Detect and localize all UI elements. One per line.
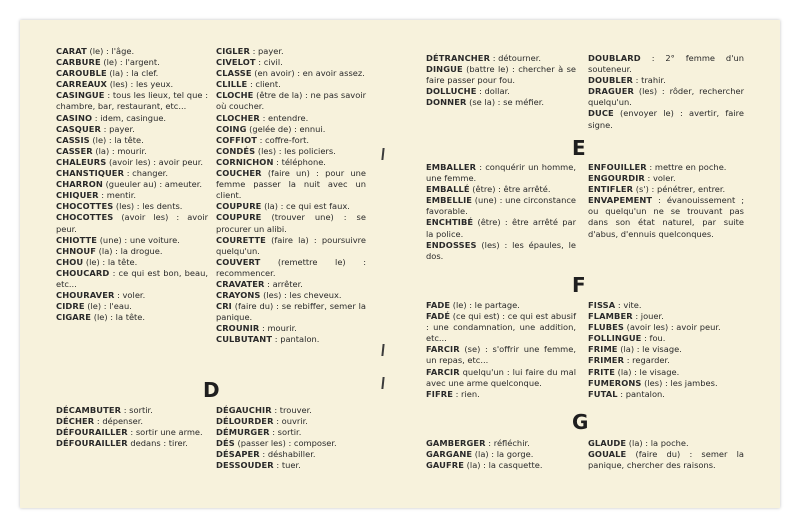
headword: CARREAUX (56, 79, 108, 90)
entry (426, 64, 576, 86)
entry (56, 405, 208, 416)
entry (216, 301, 366, 323)
entry (56, 179, 208, 190)
headword: CHOCOTTES (56, 212, 114, 223)
headword: FUMERONS (588, 377, 642, 388)
entry (56, 257, 208, 268)
entry (426, 389, 576, 400)
definition: : détourner. (490, 53, 542, 63)
entry (588, 75, 744, 86)
definition: (la) : mourir. (92, 145, 147, 156)
entry (588, 333, 744, 344)
definition: : payer. (249, 46, 284, 56)
section-letter-d: D (203, 378, 220, 402)
entry (216, 90, 366, 112)
entry (588, 438, 744, 449)
definition: (avoir les) : avoir peur. (56, 212, 208, 234)
definition: (la) : la clef. (106, 68, 159, 79)
headword: CROUNIR (216, 323, 260, 334)
definition: dedans : tirer. (127, 438, 188, 449)
headword: CHOCOTTES (56, 201, 114, 212)
entry (216, 135, 366, 146)
entry (56, 79, 208, 90)
definition: : pantalon. (617, 388, 665, 399)
definition: (le) : l'âge. (86, 46, 135, 56)
headword: DÉTRANCHER (426, 53, 491, 63)
definition: (le) : l'eau. (84, 301, 132, 312)
headword: CHALEURS (56, 156, 107, 167)
definition: quelqu'un : lui faire du mal avec une arme quelconque. (426, 366, 576, 388)
headword: DOUBLARD (588, 53, 641, 63)
headword: DÉCAMBUTER (56, 405, 122, 415)
headword: FARCIR (426, 366, 460, 377)
entry (588, 162, 744, 173)
entry (216, 449, 366, 460)
definition: : pantalon. (272, 334, 320, 345)
headword: COURETTE (216, 234, 266, 245)
definition: (les) : les yeux. (107, 79, 174, 90)
column-g-right (588, 438, 744, 471)
headword: COFFIOT (216, 134, 257, 145)
headword: ENCHTIBÉ (426, 217, 474, 228)
fold-mark (381, 148, 384, 160)
definition: : entendre. (259, 112, 309, 123)
entry (56, 268, 208, 290)
column-d-right (216, 405, 366, 472)
definition: : civil. (255, 57, 283, 68)
entry (56, 416, 208, 427)
definition: : sortir. (121, 405, 153, 415)
entry (588, 86, 744, 108)
entry (426, 217, 576, 239)
headword: CIVELOT (216, 57, 256, 68)
headword: COING (216, 123, 247, 134)
headword: CLASSE (216, 68, 252, 79)
entry (56, 157, 208, 168)
headword: CLOCHER (216, 112, 260, 123)
entry (588, 367, 744, 378)
definition: (les) : les dents. (113, 201, 183, 212)
entry (216, 46, 366, 57)
definition: (les) : rôder, rechercher quelqu'un. (588, 86, 744, 108)
headword: CULBUTANT (216, 334, 273, 345)
definition: (gelée de) : ennui. (246, 123, 326, 134)
definition: (se) : s'offrir une femme, un repas, etc... (426, 344, 576, 366)
headword: EMBALLER (426, 162, 477, 172)
headword: DUCE (588, 108, 614, 119)
definition: : téléphone. (273, 156, 326, 167)
entry (426, 53, 576, 64)
entry (56, 212, 208, 234)
entry (426, 438, 576, 449)
headword: DRAGUER (588, 86, 635, 97)
definition: (la) : la poche. (626, 438, 689, 448)
headword: FADÉ (426, 311, 451, 322)
definition: (passer les) : composer. (234, 438, 337, 449)
definition: : payer. (101, 123, 135, 134)
headword: ENDOSSES (426, 239, 477, 250)
headword: CHOUCARD (56, 267, 110, 278)
definition: (les) : les cheveux. (260, 290, 342, 301)
definition: : sortir une arme. (127, 427, 203, 438)
definition: (une) : une circonstance favorable. (426, 195, 576, 217)
entry (588, 378, 744, 389)
headword: CHIQUER (56, 190, 99, 201)
entry (216, 416, 366, 427)
definition: (faire du) : semer la panique, chercher des raisons. (588, 449, 744, 471)
definition: (la) : la gorge. (472, 449, 534, 460)
entry (588, 344, 744, 355)
definition: : ce qui est bon, beau, etc... (56, 267, 208, 289)
entry (588, 449, 744, 471)
headword: FLUBES (588, 322, 624, 333)
headword: CHOURAVER (56, 290, 115, 301)
headword: DÉFOURAILLER (56, 438, 128, 449)
column-f-left (426, 300, 576, 400)
entry (56, 427, 208, 438)
definition: : dollar. (476, 86, 510, 97)
headword: FIFRE (426, 388, 453, 399)
entry (426, 97, 576, 108)
definition: : voler. (114, 290, 146, 301)
entry (56, 135, 208, 146)
entry (56, 46, 208, 57)
entry (588, 53, 744, 75)
definition: : arrêter. (264, 278, 303, 289)
section-letter-f: F (572, 273, 586, 297)
definition: : mourir. (259, 323, 297, 334)
definition: (les) : les jambes. (641, 377, 718, 388)
headword: CHARRON (56, 179, 103, 190)
entry (588, 195, 744, 239)
entry (216, 405, 366, 416)
entry (56, 235, 208, 246)
headword: DESSOUDER (216, 460, 274, 471)
entry (426, 86, 576, 97)
entry (426, 300, 576, 311)
headword: CORNICHON (216, 156, 274, 167)
headword: ENFOUILLER (588, 162, 647, 172)
definition: : mentir. (98, 190, 137, 201)
headword: CARBURE (56, 57, 101, 68)
definition: (le) : la tête. (83, 256, 138, 267)
definition: : mettre en poche. (646, 162, 727, 172)
entry (426, 162, 576, 184)
headword: CLOCHE (216, 90, 254, 101)
definition: : sortir. (269, 427, 302, 438)
entry (216, 113, 366, 124)
definition: (la) : la drogue. (96, 245, 163, 256)
definition: (une) : une voiture. (97, 234, 180, 245)
fold-mark (381, 344, 384, 356)
definition: (trouver une) : se procurer un alibi. (216, 212, 366, 234)
entry (426, 367, 576, 389)
entry (426, 460, 576, 471)
definition: : déshabiller. (259, 449, 316, 460)
entry (56, 246, 208, 257)
entry (588, 173, 744, 184)
headword: EMBALLÉ (426, 184, 470, 195)
column-e-left (426, 162, 576, 262)
headword: DONNER (426, 97, 467, 108)
headword: CRAYONS (216, 290, 261, 301)
definition: (le) : l'argent. (100, 57, 160, 68)
entry (216, 323, 366, 334)
headword: DÉGAUCHIR (216, 405, 272, 415)
headword: CHOU (56, 256, 84, 267)
headword: FISSA (588, 300, 616, 310)
entry (56, 201, 208, 212)
headword: CASSER (56, 145, 93, 156)
definition: (ce qui est) : ce qui est abusif : une condamnation, une addition, etc... (426, 311, 576, 344)
definition: : voler. (644, 173, 676, 184)
entry (426, 311, 576, 344)
headword: CARAT (56, 46, 87, 56)
headword: DÉCHER (56, 416, 95, 427)
column-d-left (56, 405, 208, 449)
entry (216, 438, 366, 449)
definition: (la) : le visage. (614, 366, 680, 377)
headword: CIGARE (56, 312, 92, 323)
entry (426, 184, 576, 195)
headword: GOUALE (588, 449, 627, 460)
entry (216, 257, 366, 279)
entry (56, 438, 208, 449)
definition: : idem, casingue. (92, 112, 167, 123)
column-c-right (216, 46, 366, 346)
entry (216, 168, 366, 201)
definition: (avoir les) : avoir peur. (623, 322, 721, 333)
headword: DÉSAPER (216, 449, 260, 460)
headword: FLAMBER (588, 311, 633, 322)
headword: CAROUBLE (56, 68, 107, 79)
entry (216, 290, 366, 301)
headword: ENTIFLER (588, 184, 634, 195)
definition: (s') : pénétrer, entrer. (633, 184, 726, 195)
definition: (battre le) : chercher à se faire passer pour fou. (426, 64, 576, 86)
entry (56, 113, 208, 124)
entry (56, 312, 208, 323)
headword: FOLLINGUE (588, 333, 642, 344)
entry (56, 146, 208, 157)
definition: (gueuler au) : ameuter. (102, 179, 202, 190)
definition: : coffre-fort. (256, 134, 310, 145)
headword: COUPURE (216, 212, 262, 223)
headword: DÉS (216, 438, 235, 449)
headword: FRIMER (588, 355, 625, 366)
definition: (en avoir) : en avoir assez. (251, 68, 365, 79)
headword: DINGUE (426, 64, 463, 75)
entry (216, 279, 366, 290)
entry (426, 449, 576, 460)
section-letter-g: G (572, 410, 589, 434)
definition: (le) : le partage. (450, 300, 520, 310)
definition: : conquérir un homme, une femme. (426, 162, 576, 184)
definition: : dépenser. (94, 416, 144, 427)
headword: DOUBLER (588, 75, 634, 86)
entry (56, 90, 208, 112)
definition: (faire du) : se rebiffer, semer la panique. (216, 301, 366, 323)
headword: CASINO (56, 112, 93, 123)
headword: CHNOUF (56, 245, 97, 256)
headword: CASQUER (56, 123, 102, 134)
entry (426, 240, 576, 262)
definition: : changer. (124, 168, 168, 179)
definition: : évanouissement ; ou quelqu'un ne se trouvant pas dans son état naturel, par suite d'abus, d'ennuis quelconques. (588, 195, 744, 239)
headword: CRAVATER (216, 278, 265, 289)
entry (588, 355, 744, 366)
column-c-left (56, 46, 208, 323)
column-g-left (426, 438, 576, 471)
definition: : 2° femme d'un souteneur. (588, 53, 744, 75)
headword: GLAUDE (588, 438, 627, 448)
definition: (les) : les policiers. (255, 145, 336, 156)
entry (216, 235, 366, 257)
definition: : fou. (641, 333, 666, 344)
headword: CLILLE (216, 79, 248, 90)
definition: : trouver. (271, 405, 312, 415)
definition: (les) : les épaules, le dos. (426, 239, 576, 261)
definition: (être) : être arrêté. (469, 184, 551, 195)
definition: (le) : la tête. (91, 312, 146, 323)
headword: ENVAPEMENT (588, 195, 653, 206)
entry (588, 184, 744, 195)
headword: DÉMURGER (216, 427, 270, 438)
entry (588, 389, 744, 400)
entry (216, 146, 366, 157)
headword: EMBELLIE (426, 195, 473, 206)
headword: CASINGUE (56, 90, 105, 101)
definition: (remettre le) : recommencer. (216, 256, 366, 278)
definition: : réfléchir. (485, 438, 530, 448)
column-e-right (588, 162, 744, 240)
definition: (envoyer le) : avertir, faire signe. (588, 108, 744, 130)
headword: GARGANE (426, 449, 473, 460)
definition: (avoir les) : avoir peur. (106, 156, 203, 167)
entry (588, 311, 744, 322)
column-d-cont-right (588, 53, 744, 131)
headword: CIGLER (216, 46, 250, 56)
headword: FARCIR (426, 344, 460, 355)
entry (216, 460, 366, 471)
definition: (la) : ce qui est faux. (261, 201, 350, 212)
definition: (être) : être arrêté par la police. (426, 217, 576, 239)
entry (216, 124, 366, 135)
headword: FRIME (588, 344, 618, 355)
entry (216, 334, 366, 345)
entry (588, 108, 744, 130)
entry (426, 344, 576, 366)
definition: : vite. (615, 300, 642, 310)
definition: : client. (247, 79, 281, 90)
definition: : regarder. (624, 355, 670, 366)
entry (216, 68, 366, 79)
dictionary-page (20, 20, 780, 508)
definition: (la) : la casquette. (464, 460, 543, 471)
headword: GAMBERGER (426, 438, 486, 448)
headword: COUCHER (216, 168, 262, 179)
definition: : jouer. (632, 311, 664, 322)
definition: (se la) : se méfier. (466, 97, 544, 108)
column-d-cont-left (426, 53, 576, 108)
entry (216, 79, 366, 90)
headword: CHIOTTE (56, 234, 98, 245)
headword: CONDÉS (216, 145, 256, 156)
entry (56, 124, 208, 135)
headword: COUPURE (216, 201, 262, 212)
headword: CIDRE (56, 301, 85, 312)
entry (56, 57, 208, 68)
entry (216, 157, 366, 168)
headword: GAUFRE (426, 460, 465, 471)
entry (56, 68, 208, 79)
headword: CASSIS (56, 134, 90, 145)
definition: (le) : la tête. (89, 134, 144, 145)
definition: (faire la) : poursuivre quelqu'un. (216, 234, 366, 256)
definition: (être de la) : ne pas savoir où coucher. (216, 90, 366, 112)
definition: (la) : le visage. (617, 344, 682, 355)
headword: COUVERT (216, 256, 261, 267)
entry (56, 190, 208, 201)
headword: FADE (426, 300, 451, 310)
headword: DOLLUCHE (426, 86, 477, 97)
definition: : rien. (452, 388, 480, 399)
entry (216, 212, 366, 234)
headword: CHANSTIQUER (56, 168, 125, 179)
entry (588, 300, 744, 311)
headword: DÉLOURDER (216, 416, 274, 427)
entry (56, 168, 208, 179)
definition: : tuer. (273, 460, 301, 471)
definition: : ouvrir. (273, 416, 308, 427)
headword: FRITE (588, 366, 615, 377)
section-letter-e: E (572, 136, 586, 160)
entry (56, 290, 208, 301)
headword: CRI (216, 301, 232, 312)
definition: : tous les lieux, tel que : chambre, bar, restaurant, etc... (56, 90, 208, 112)
fold-mark (381, 377, 384, 389)
entry (56, 301, 208, 312)
headword: DÉFOURAILLER (56, 427, 128, 438)
column-f-right (588, 300, 744, 400)
definition: : trahir. (633, 75, 666, 86)
headword: ENGOURDIR (588, 173, 645, 184)
entry (216, 427, 366, 438)
entry (588, 322, 744, 333)
headword: FUTAL (588, 388, 618, 399)
entry (426, 195, 576, 217)
definition: (faire un) : pour une femme passer la nuit avec un client. (216, 168, 366, 201)
entry (216, 201, 366, 212)
entry (216, 57, 366, 68)
